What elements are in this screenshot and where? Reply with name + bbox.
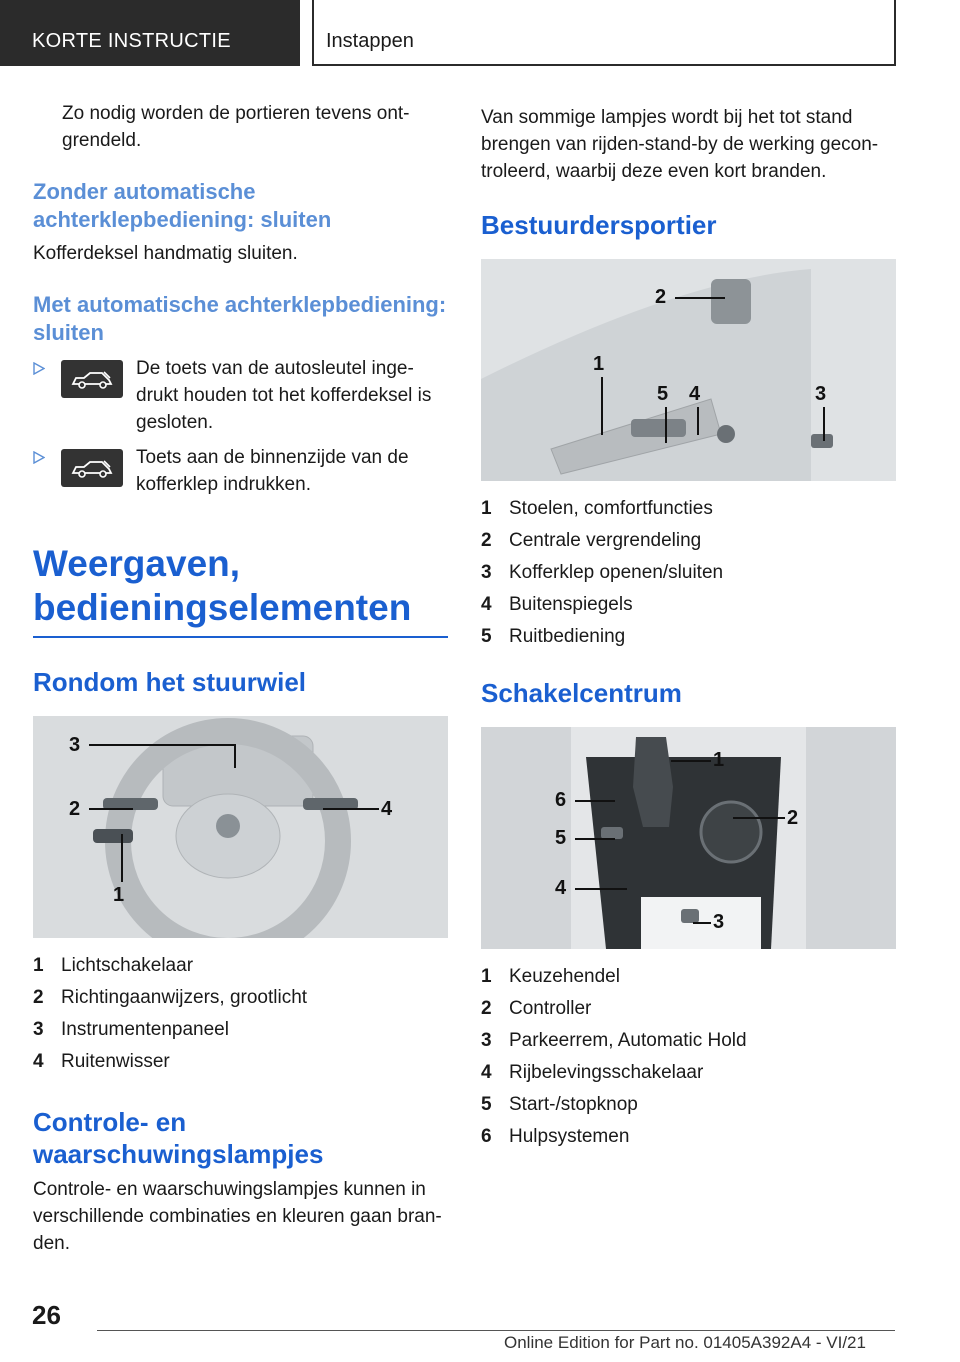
wheel-label-1: 1 [113, 884, 125, 906]
bullet-item-1 [33, 355, 448, 436]
door-label-2: 2 [655, 286, 667, 308]
footer-divider [97, 1330, 895, 1331]
section-tab [0, 0, 300, 66]
list-item: 4 Buitenspiegels [481, 594, 633, 615]
leader-line [575, 888, 627, 890]
door-label-5: 5 [657, 383, 669, 405]
warning-lamps-text: Controle- en waarschuwingslampjes kunnen in verschillende combinaties en kleuren gaan bran-den. [33, 1179, 442, 1254]
triangle-right-icon [33, 362, 45, 375]
center-console-figure [481, 727, 896, 949]
center-label-1: 1 [713, 749, 725, 771]
leader-line [671, 760, 711, 762]
door-label-4: 4 [689, 383, 701, 405]
leader-line [697, 407, 699, 435]
driver-door-illustration [481, 259, 896, 481]
door-label-3: 3 [815, 383, 827, 405]
list-item: 2 Centrale vergrendeling [481, 530, 702, 551]
list-item: 1 Keuzehendel [481, 966, 620, 987]
warning-lamps-text-cont: Van sommige lampjes wordt bij het tot stand brengen van rijden-stand-by de werking gecon-troleerd, waarbij deze even kort branden. [481, 107, 879, 182]
driver-door-figure [481, 259, 896, 481]
heading-manual-close: Zonder automatische achterklepbediening: sluiten [33, 179, 332, 232]
door-label-1: 1 [593, 353, 605, 375]
center-label-5: 5 [555, 827, 567, 849]
car-trunk-icon [61, 360, 123, 398]
list-item: 3 Parkeerrem, Automatic Hold [481, 1030, 747, 1051]
list-item: 4 Ruitenwisser [33, 1051, 170, 1072]
leader-line [733, 817, 785, 819]
leader-line [234, 744, 236, 768]
leader-line [823, 407, 825, 441]
chapter-tab [312, 0, 896, 66]
center-label-2: 2 [787, 807, 799, 829]
steering-wheel-illustration [33, 716, 448, 938]
steering-wheel-figure [33, 716, 448, 938]
wheel-label-3: 3 [69, 734, 81, 756]
list-item: 5 Ruitbediening [481, 626, 626, 647]
heading-driver-door: Bestuurdersportier [481, 210, 717, 240]
list-item: 1 Lichtschakelaar [33, 955, 194, 976]
bullet-text-2: Toets aan de binnenzijde van de kofferklep indrukken. [136, 447, 409, 495]
leader-line [601, 377, 603, 435]
heading-center-console: Schakelcentrum [481, 678, 682, 708]
left-column [33, 100, 448, 1257]
leader-line [89, 744, 235, 746]
edition-info: Online Edition for Part no. 01405A392A4 - VI/21 [504, 1333, 866, 1352]
page-header [0, 0, 960, 66]
page-number: 26 [32, 1300, 61, 1330]
list-item: 2 Richtingaanwijzers, grootlicht [33, 987, 308, 1008]
wheel-label-2: 2 [69, 798, 81, 820]
list-item: 3 Instrumentenpaneel [33, 1019, 229, 1040]
list-item: 1 Stoelen, comfortfuncties [481, 498, 713, 519]
list-item: 4 Rijbelevingsschakelaar [481, 1062, 704, 1083]
bullet-item-2 [33, 444, 448, 502]
leader-line [665, 407, 667, 443]
heading-auto-close: Met automatische achterklepbediening: sluiten [33, 292, 447, 345]
center-label-4: 4 [555, 877, 567, 899]
leader-line [575, 838, 615, 840]
leader-line [323, 808, 379, 810]
list-item: 3 Kofferklep openen/sluiten [481, 562, 724, 583]
center-label-3: 3 [713, 911, 725, 933]
heading-warning-lamps: Controle- en waarschuwingslampjes [33, 1107, 324, 1169]
wheel-legend [33, 950, 448, 1078]
bullet-text-1: De toets van de autosleutel inge-drukt houden tot het kofferdeksel is gesloten. [136, 358, 432, 433]
leader-line [675, 297, 725, 299]
section-label: KORTE INSTRUCTIE [32, 30, 231, 52]
manual-close-text: Kofferdeksel handmatig sluiten. [33, 243, 298, 264]
car-trunk-icon [61, 449, 123, 487]
list-item: 5 Start-/stopknop [481, 1094, 638, 1115]
wheel-label-4: 4 [381, 798, 393, 820]
leader-line [575, 800, 615, 802]
center-label-6: 6 [555, 789, 567, 811]
leader-line [89, 808, 133, 810]
heading-steering-wheel: Rondom het stuurwiel [33, 667, 306, 697]
center-legend [481, 961, 896, 1153]
right-column [481, 104, 896, 1153]
list-item: 2 Controller [481, 998, 592, 1019]
chapter-title: Weergaven, bedieningselementen [33, 542, 448, 638]
leader-line [121, 834, 123, 882]
leader-line [693, 922, 711, 924]
intro-text: Zo nodig worden de portieren tevens ont-grendeld. [62, 103, 410, 151]
chapter-label: Instappen [326, 30, 414, 52]
door-legend [481, 493, 896, 653]
triangle-right-icon [33, 451, 45, 464]
list-item: 6 Hulpsystemen [481, 1126, 630, 1147]
